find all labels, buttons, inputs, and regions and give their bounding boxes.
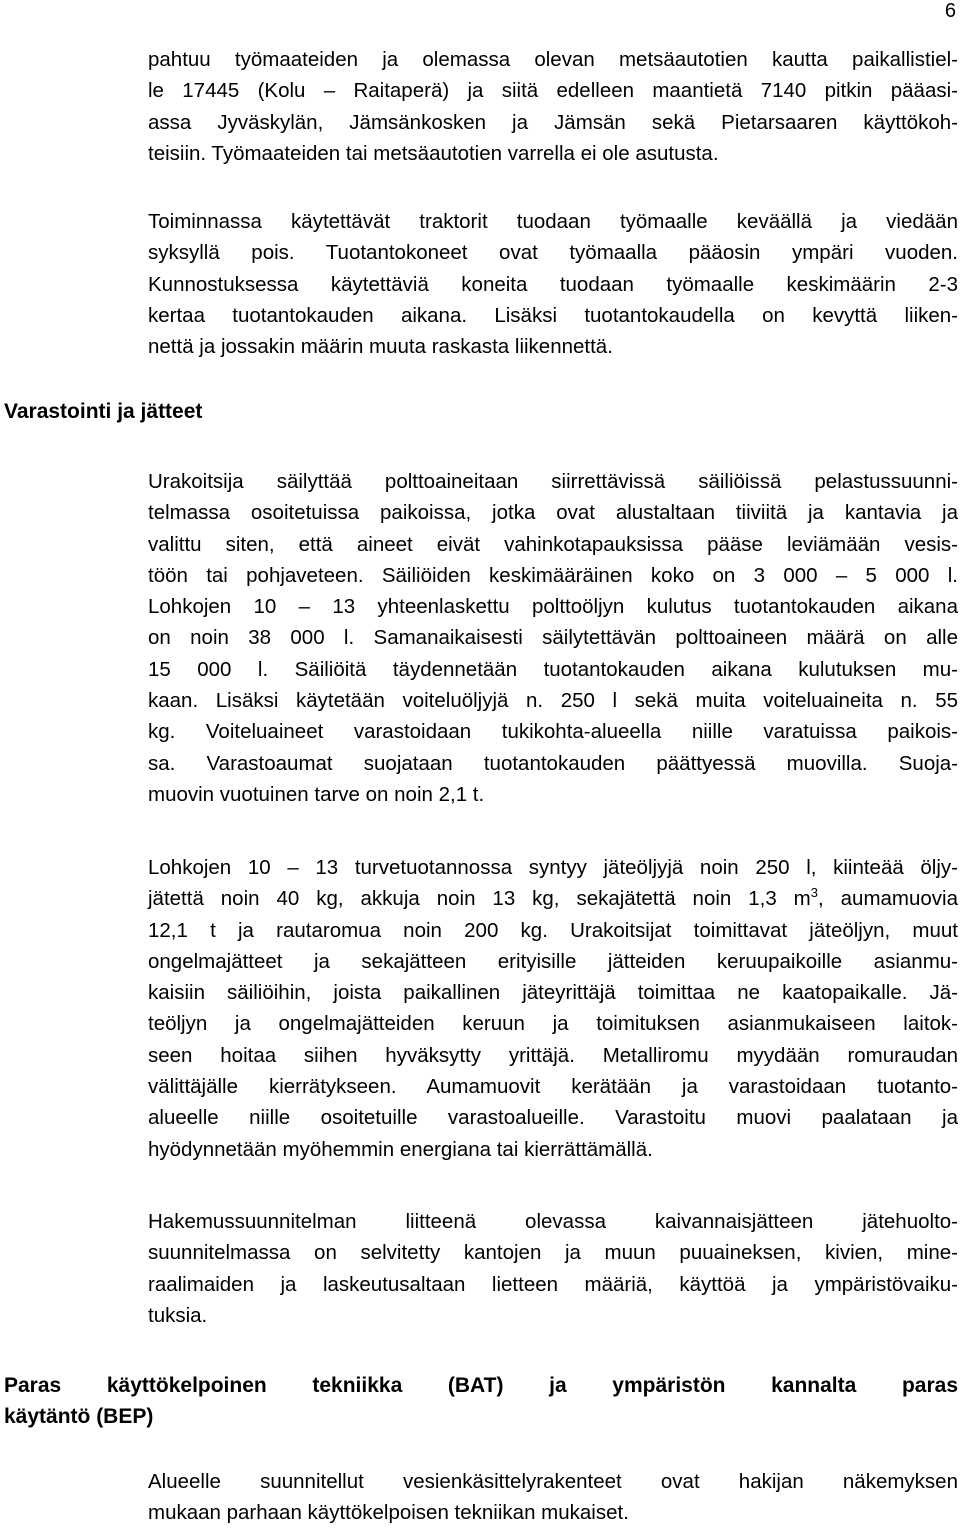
paragraph-bat-statement (148, 1466, 958, 1529)
text-line: hyödynnetään myöhemmin energiana tai kierrättämällä. (148, 1137, 653, 1161)
paragraph-waste (148, 852, 958, 1165)
text-line: telmassa osoitetuissa paikoissa, jotka ovat alustaltaan tiiviitä ja kantavia ja (148, 501, 958, 525)
page-number: 6 (944, 0, 956, 22)
text-line: assa Jyväskylän, Jämsänkosken ja Jämsän sekä Pietarsaaren käyttökoh- (148, 110, 958, 134)
text-line: on noin 38 000 l. Samanaikaisesti säilytettävän polttoaineen määrä on alle (148, 626, 958, 650)
text-line: teisiin. Työmaateiden tai metsäautotien varrella ei ole asutusta. (148, 141, 719, 165)
text-line: kertaa tuotantokauden aikana. Lisäksi tuotantokaudella on kevyttä liiken- (148, 303, 958, 327)
text-line: raalimaiden ja laskeutusaltaan lietteen määriä, käyttöä ja ympäristövaiku- (148, 1272, 958, 1296)
heading-bat-bep (4, 1370, 958, 1432)
paragraph-transport (148, 44, 958, 169)
text-line: kg. Voiteluaineet varastoidaan tukikohta-alueella niille varatuissa paikois- (148, 720, 958, 744)
heading-storage-and-waste: Varastointi ja jätteet (4, 400, 203, 423)
text-segment: , aumamuovia (818, 887, 959, 911)
text-segment: jätettä noin 40 kg, akkuja noin 13 kg, sekajätettä noin 1,3 m (148, 887, 811, 911)
text-line: Toiminnassa käytettävät traktorit tuodaan työmaalle keväällä ja viedään (148, 210, 958, 233)
text-line: Lohkojen 10 – 13 turvetuotannossa syntyy jäteöljyjä noin 250 l, kiinteää öljy- (148, 856, 958, 879)
text-line: kaan. Lisäksi käytetään voiteluöljyjä n. 250 l sekä muita voiteluaineita n. 55 (148, 689, 958, 713)
text-line: Lohkojen 10 – 13 yhteenlaskettu polttoöljyn kulutus tuotantokauden aikana (148, 595, 958, 619)
text-line: 15 000 l. Säiliöitä täydennetään tuotantokauden aikana kulutuksen mu- (148, 657, 958, 681)
text-line: Urakoitsija säilyttää polttoaineitaan siirrettävissä säiliöissä pelastussuunni- (148, 470, 958, 493)
superscript: 3 (810, 885, 818, 901)
text-line: Kunnostuksessa käytettäviä koneita tuodaan työmaalle keskimäärin 2-3 (148, 272, 958, 296)
text-line: ongelmajätteet ja sekajätteen erityisille jätteiden keruupaikoille asianmu- (148, 949, 958, 973)
text-line: tuksia. (148, 1303, 208, 1327)
text-line (148, 883, 958, 914)
text-line: kaisiin säiliöihin, joista paikallinen jäteyrittäjä toimittaa ne kaatopaikalle. Jä- (148, 981, 958, 1005)
text-line: töön tai pohjaveteen. Säiliöiden keskimääräinen koko on 3 000 – 5 000 l. (148, 563, 958, 587)
paragraph-fuel-storage (148, 466, 958, 810)
text-line: välittäjälle kierrätykseen. Aumamuovit kerätään ja varastoidaan tuotanto- (148, 1075, 958, 1099)
text-line: Hakemussuunnitelman liitteenä olevassa kaivannaisjätteen jätehuolto- (148, 1210, 958, 1233)
text-line: valittu siten, että aineet eivät vahinkotapauksissa pääse leviämään vesis- (148, 532, 958, 556)
text-line: seen hoitaa siihen hyväksytty yrittäjä. Metalliromu myydään romuraudan (148, 1043, 958, 1067)
text-line: mukaan parhaan käyttökelpoisen tekniikan mukaiset. (148, 1501, 629, 1525)
paragraph-machinery (148, 206, 958, 362)
heading-line: käytäntö (BEP) (4, 1405, 154, 1428)
text-line: nettä ja jossakin määrin muuta raskasta liikennettä. (148, 335, 613, 359)
heading-line: Paras käyttökelpoinen tekniikka (BAT) ja ympäristön kannalta paras (4, 1374, 958, 1397)
text-line: pahtuu työmaateiden ja olemassa olevan metsäautotien kautta paikallistiel- (148, 48, 958, 71)
text-line: teöljyn ja ongelmajätteiden keruun ja toimituksen asianmukaiseen laitok- (148, 1012, 958, 1036)
text-line: sa. Varastoaumat suojataan tuotantokauden päättyessä muovilla. Suoja- (148, 751, 958, 775)
text-line: alueelle niille osoitetuille varastoalueille. Varastoitu muovi paalataan ja (148, 1106, 958, 1130)
text-line: Alueelle suunnitellut vesienkäsittelyrakenteet ovat hakijan näkemyksen (148, 1470, 958, 1493)
text-line: muovin vuotuinen tarve on noin 2,1 t. (148, 782, 485, 806)
text-line: le 17445 (Kolu – Raitaperä) ja siitä edelleen maantietä 7140 pitkin pääasi- (148, 79, 958, 103)
text-line: suunnitelmassa on selvitetty kantojen ja muun puuaineksen, kivien, mine- (148, 1241, 958, 1265)
paragraph-extractive-waste (148, 1206, 958, 1331)
text-line: 12,1 t ja rautaromua noin 200 kg. Urakoitsijat toimittavat jäteöljyn, muut (148, 918, 958, 942)
text-line: syksyllä pois. Tuotantokoneet ovat työmaalla pääosin ympäri vuoden. (148, 241, 958, 265)
